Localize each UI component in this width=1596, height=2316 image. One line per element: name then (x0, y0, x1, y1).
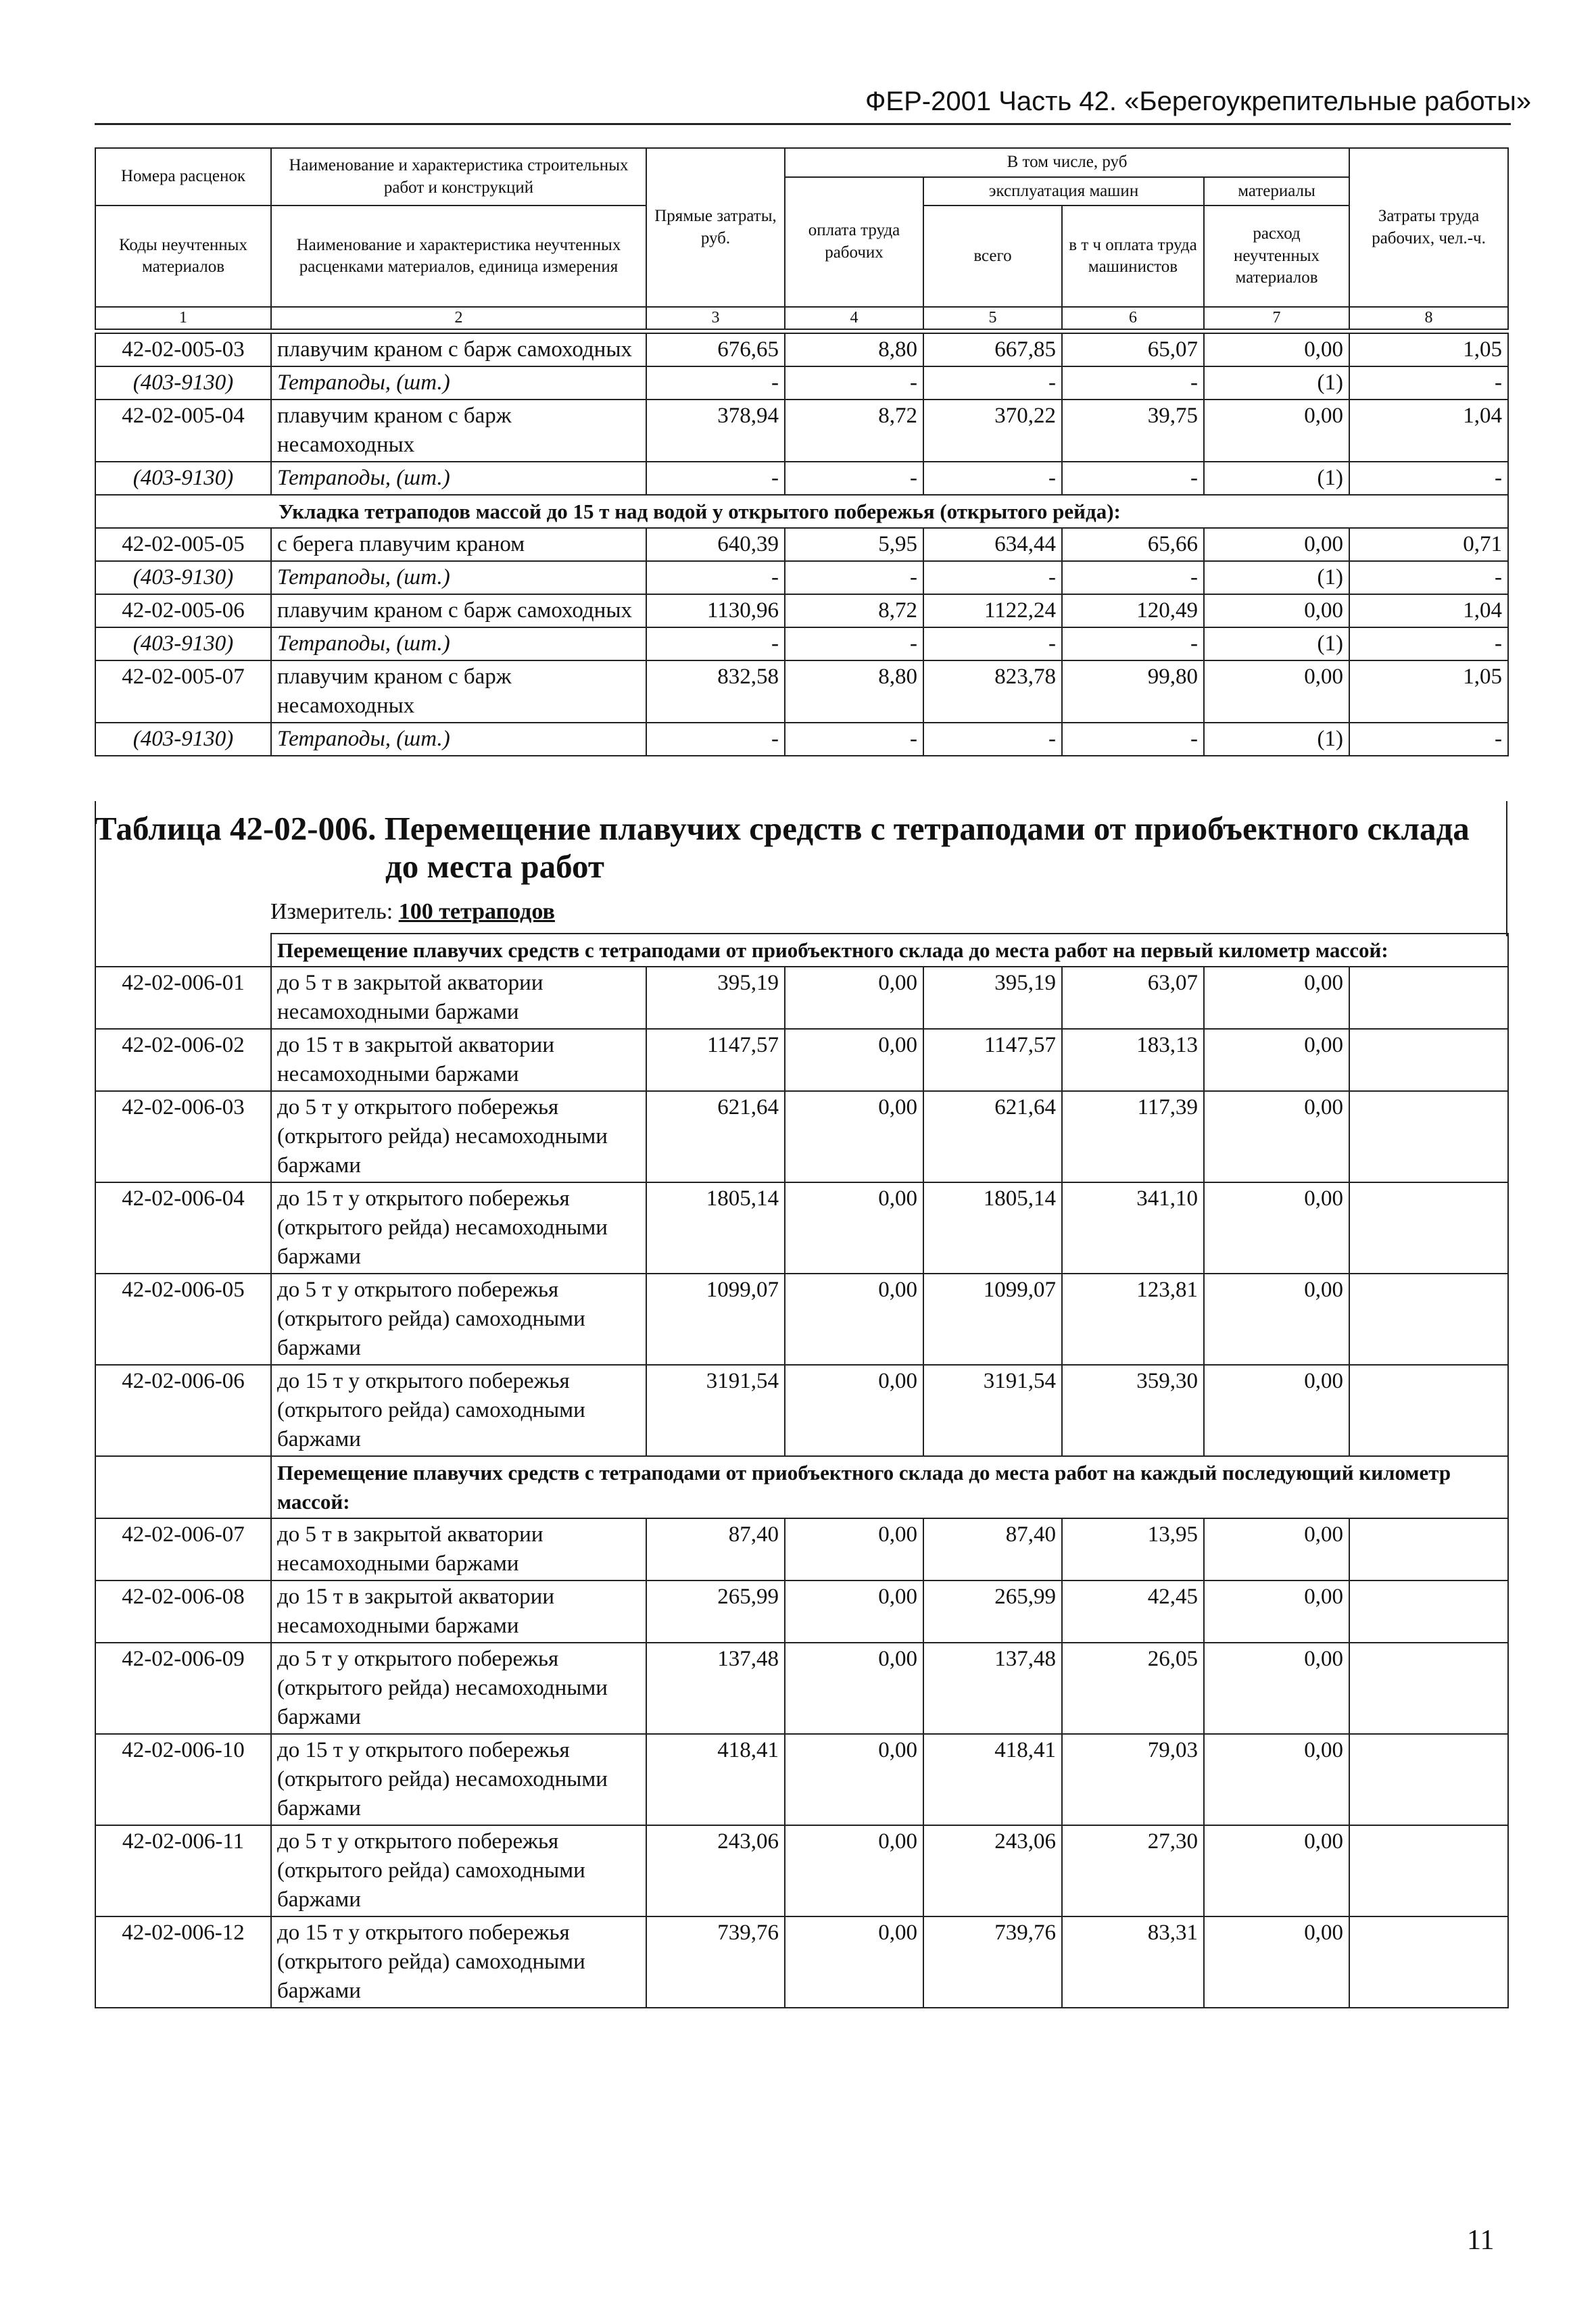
running-header: ФЕР-2001 Часть 42. «Берегоукрепительные работы» (865, 87, 1532, 116)
value-cell: 65,66 (1062, 528, 1204, 561)
value-cell: 123,81 (1062, 1274, 1204, 1365)
value-cell: 3191,54 (646, 1365, 785, 1456)
value-cell: 1122,24 (923, 594, 1062, 627)
value-cell: 1099,07 (646, 1274, 785, 1365)
value-cell: 0,00 (785, 1643, 923, 1734)
value-cell: - (1349, 366, 1508, 400)
material-code: (403-9130) (95, 627, 271, 660)
material-row (95, 462, 1508, 495)
rate-code: 42-02-006-06 (95, 1365, 271, 1456)
work-name: до 5 т у открытого побережья (открытого рейда) самоходными баржами (271, 1825, 646, 1916)
column-header-table (95, 147, 1509, 330)
value-cell: 99,80 (1062, 660, 1204, 723)
col-operator-pay-header: в т ч оплата труда машинистов (1062, 206, 1204, 307)
value-cell: - (1349, 723, 1508, 756)
col-materials-header: материалы (1204, 177, 1349, 206)
rate-code: 42-02-006-12 (95, 1916, 271, 2008)
value-cell: - (923, 462, 1062, 495)
page-number: 11 (1467, 2225, 1495, 2256)
value-cell: - (785, 723, 923, 756)
table-row (95, 660, 1508, 723)
value-cell: - (646, 366, 785, 400)
table-row (95, 1182, 1508, 1274)
value-cell: 0,71 (1349, 528, 1508, 561)
material-name: Тетраподы, (шт.) (271, 462, 646, 495)
value-cell (1349, 1182, 1508, 1274)
value-cell: 0,00 (785, 1581, 923, 1643)
value-cell: 8,80 (785, 333, 923, 366)
value-cell: 0,00 (785, 1518, 923, 1581)
table-row (95, 967, 1508, 1029)
value-cell: (1) (1204, 462, 1349, 495)
value-cell: 418,41 (923, 1734, 1062, 1825)
value-cell: - (923, 561, 1062, 594)
value-cell (1349, 1734, 1508, 1825)
value-cell: 739,76 (923, 1916, 1062, 2008)
rate-code: 42-02-005-05 (95, 528, 271, 561)
work-name: до 15 т у открытого побережья (открытого рейда) самоходными баржами (271, 1916, 646, 2008)
value-cell: 0,00 (1204, 1734, 1349, 1825)
rate-code: 42-02-005-07 (95, 660, 271, 723)
col-number: 3 (646, 307, 785, 329)
value-cell: 26,05 (1062, 1643, 1204, 1734)
work-name: до 15 т в закрытой акватории несамоходными баржами (271, 1581, 646, 1643)
value-cell: 117,39 (1062, 1091, 1204, 1182)
value-cell: 341,10 (1062, 1182, 1204, 1274)
value-cell: - (646, 723, 785, 756)
value-cell: - (1062, 627, 1204, 660)
col-material-usage-header: расход неучтенных материалов (1204, 206, 1349, 307)
rate-code: 42-02-006-08 (95, 1581, 271, 1643)
value-cell (1349, 1365, 1508, 1456)
work-name: до 15 т у открытого побережья (открытого рейда) несамоходными баржами (271, 1734, 646, 1825)
table-row (95, 1643, 1508, 1734)
value-cell: 395,19 (646, 967, 785, 1029)
group-heading: Перемещение плавучих средств с тетраподами от приобъектного склада до места работ на каждый последующий километр массой: (271, 1456, 1508, 1518)
table-row (95, 333, 1508, 366)
value-cell: 621,64 (923, 1091, 1062, 1182)
material-row (95, 561, 1508, 594)
value-cell: 265,99 (646, 1581, 785, 1643)
value-cell: 0,00 (785, 1274, 923, 1365)
value-cell: - (1349, 627, 1508, 660)
col-number: 8 (1349, 307, 1508, 329)
material-code: (403-9130) (95, 561, 271, 594)
material-name: Тетраподы, (шт.) (271, 723, 646, 756)
value-cell: 1,04 (1349, 400, 1508, 462)
value-cell: 13,95 (1062, 1518, 1204, 1581)
value-cell: 137,48 (923, 1643, 1062, 1734)
work-name: до 15 т у открытого побережья (открытого рейда) самоходными баржами (271, 1365, 646, 1456)
unit-of-measure (270, 899, 555, 925)
rate-code: 42-02-006-09 (95, 1643, 271, 1734)
value-cell: 79,03 (1062, 1734, 1204, 1825)
material-name: Тетраподы, (шт.) (271, 366, 646, 400)
value-cell: - (646, 627, 785, 660)
material-code: (403-9130) (95, 462, 271, 495)
value-cell: 8,72 (785, 400, 923, 462)
value-cell: 823,78 (923, 660, 1062, 723)
value-cell: 0,00 (785, 1734, 923, 1825)
table-row (95, 400, 1508, 462)
table-row (95, 1916, 1508, 2008)
value-cell: (1) (1204, 561, 1349, 594)
value-cell: (1) (1204, 723, 1349, 756)
value-cell: 137,48 (646, 1643, 785, 1734)
value-cell: 0,00 (1204, 1274, 1349, 1365)
value-cell: 0,00 (1204, 660, 1349, 723)
value-cell: 676,65 (646, 333, 785, 366)
table-title-line1: Таблица 42-02-006. Перемещение плавучих средств с тетраподами от приобъектного склада (95, 810, 1470, 847)
rate-code: 42-02-006-03 (95, 1091, 271, 1182)
value-cell: 42,45 (1062, 1581, 1204, 1643)
group-heading: Перемещение плавучих средств с тетраподами от приобъектного склада до места работ на первый километр массой: (271, 934, 1508, 967)
work-name: до 5 т у открытого побережья (открытого рейда) самоходными баржами (271, 1274, 646, 1365)
table-title-line2: до места работ (385, 848, 604, 885)
work-name: плавучим краном с барж несамоходных (271, 400, 646, 462)
value-cell: 1147,57 (646, 1029, 785, 1091)
value-cell: 0,00 (1204, 333, 1349, 366)
value-cell: 1805,14 (646, 1182, 785, 1274)
value-cell: - (923, 366, 1062, 400)
value-cell: 120,49 (1062, 594, 1204, 627)
value-cell: 378,94 (646, 400, 785, 462)
value-cell: (1) (1204, 627, 1349, 660)
value-cell: 1147,57 (923, 1029, 1062, 1091)
value-cell: 621,64 (646, 1091, 785, 1182)
col-rate-number-header: Номера расценок (95, 148, 271, 206)
value-cell: 0,00 (1204, 1029, 1349, 1091)
value-cell (1349, 1091, 1508, 1182)
col-worker-pay-header: оплата труда рабочих (785, 177, 923, 308)
work-name: плавучим краном с барж несамоходных (271, 660, 646, 723)
value-cell: 0,00 (1204, 1825, 1349, 1916)
rate-code: 42-02-006-10 (95, 1734, 271, 1825)
col-including-header: В том числе, руб (785, 148, 1349, 177)
value-cell: - (1349, 462, 1508, 495)
material-name: Тетраподы, (шт.) (271, 627, 646, 660)
work-name: с берега плавучим краном (271, 528, 646, 561)
material-code: (403-9130) (95, 723, 271, 756)
col-machines-total-header: всего (923, 206, 1062, 307)
work-name: до 5 т в закрытой акватории несамоходными баржами (271, 1518, 646, 1581)
value-cell: - (1062, 462, 1204, 495)
rate-code: 42-02-006-02 (95, 1029, 271, 1091)
col-number: 5 (923, 307, 1062, 329)
value-cell (1349, 1029, 1508, 1091)
value-cell: 0,00 (785, 967, 923, 1029)
value-cell: 243,06 (923, 1825, 1062, 1916)
value-cell: 39,75 (1062, 400, 1204, 462)
rate-code: 42-02-006-05 (95, 1274, 271, 1365)
value-cell: 87,40 (646, 1518, 785, 1581)
material-row (95, 723, 1508, 756)
table-row (95, 594, 1508, 627)
value-cell (1349, 1274, 1508, 1365)
value-cell: 5,95 (785, 528, 923, 561)
table-row (95, 1274, 1508, 1365)
work-name: плавучим краном с барж самоходных (271, 594, 646, 627)
value-cell: 370,22 (923, 400, 1062, 462)
value-cell: - (646, 561, 785, 594)
value-cell: 0,00 (785, 1365, 923, 1456)
value-cell: - (1349, 561, 1508, 594)
value-cell: - (785, 462, 923, 495)
value-cell: - (1062, 366, 1204, 400)
value-cell: 0,00 (1204, 1916, 1349, 2008)
table-row (95, 528, 1508, 561)
value-cell: 634,44 (923, 528, 1062, 561)
unit-value: 100 тетраподов (398, 899, 555, 924)
value-cell: - (785, 366, 923, 400)
value-cell: 1,04 (1349, 594, 1508, 627)
value-cell: 1805,14 (923, 1182, 1062, 1274)
value-cell: 640,39 (646, 528, 785, 561)
value-cell: 8,80 (785, 660, 923, 723)
col-work-name-header: Наименование и характеристика строительных работ и конструкций (271, 148, 646, 206)
value-cell: - (923, 723, 1062, 756)
material-row (95, 627, 1508, 660)
work-name: до 5 т у открытого побережья (открытого рейда) несамоходными баржами (271, 1091, 646, 1182)
value-cell: - (1062, 561, 1204, 594)
work-name: до 5 т в закрытой акватории несамоходными баржами (271, 967, 646, 1029)
rates-table-005 (95, 333, 1509, 756)
value-cell: 0,00 (1204, 400, 1349, 462)
col-direct-costs-header: Прямые затраты, руб. (646, 148, 785, 307)
rate-code: 42-02-006-01 (95, 967, 271, 1029)
rate-code: 42-02-005-03 (95, 333, 271, 366)
value-cell: 1130,96 (646, 594, 785, 627)
col-machines-header: эксплуатация машин (923, 177, 1204, 206)
work-name: до 15 т у открытого побережья (открытого рейда) несамоходными баржами (271, 1182, 646, 1274)
value-cell: 0,00 (1204, 1091, 1349, 1182)
unit-label: Измеритель: (270, 899, 393, 924)
material-row (95, 366, 1508, 400)
value-cell: - (923, 627, 1062, 660)
value-cell: 8,72 (785, 594, 923, 627)
value-cell: 418,41 (646, 1734, 785, 1825)
value-cell: 3191,54 (923, 1365, 1062, 1456)
value-cell: 0,00 (785, 1825, 923, 1916)
value-cell: 0,00 (1204, 1365, 1349, 1456)
col-number: 1 (95, 307, 271, 329)
col-number: 7 (1204, 307, 1349, 329)
table-row (95, 1029, 1508, 1091)
table-title (95, 810, 1507, 886)
value-cell: 667,85 (923, 333, 1062, 366)
value-cell: - (785, 627, 923, 660)
value-cell (1349, 1825, 1508, 1916)
table-row (95, 1581, 1508, 1643)
value-cell: 832,58 (646, 660, 785, 723)
value-cell (1349, 1916, 1508, 2008)
value-cell: 0,00 (1204, 967, 1349, 1029)
rate-code: 42-02-006-11 (95, 1825, 271, 1916)
value-cell: - (1062, 723, 1204, 756)
value-cell: 1,05 (1349, 333, 1508, 366)
work-name: плавучим краном с барж самоходных (271, 333, 646, 366)
value-cell: 0,00 (785, 1916, 923, 2008)
value-cell: 0,00 (1204, 528, 1349, 561)
value-cell: 1,05 (1349, 660, 1508, 723)
value-cell: 63,07 (1062, 967, 1204, 1029)
value-cell: 0,00 (1204, 1518, 1349, 1581)
material-code: (403-9130) (95, 366, 271, 400)
value-cell (1349, 1581, 1508, 1643)
value-cell (1349, 1643, 1508, 1734)
table-row (95, 1365, 1508, 1456)
col-material-names-header: Наименование и характеристика неучтенных расценками материалов, единица измерения (271, 206, 646, 307)
rate-code: 42-02-006-07 (95, 1518, 271, 1581)
col-number: 2 (271, 307, 646, 329)
col-material-codes-header: Коды неучтенных материалов (95, 206, 271, 307)
value-cell: 359,30 (1062, 1365, 1204, 1456)
value-cell: 395,19 (923, 967, 1062, 1029)
value-cell: 0,00 (1204, 594, 1349, 627)
value-cell (1349, 967, 1508, 1029)
value-cell: 265,99 (923, 1581, 1062, 1643)
value-cell: 739,76 (646, 1916, 785, 2008)
value-cell (1349, 1518, 1508, 1581)
rate-code: 42-02-005-04 (95, 400, 271, 462)
work-name: до 15 т в закрытой акватории несамоходными баржами (271, 1029, 646, 1091)
value-cell: 0,00 (1204, 1182, 1349, 1274)
value-cell: 27,30 (1062, 1825, 1204, 1916)
material-name: Тетраподы, (шт.) (271, 561, 646, 594)
table-row (95, 1825, 1508, 1916)
table-row (95, 1734, 1508, 1825)
header-rule (95, 123, 1511, 125)
value-cell: 1099,07 (923, 1274, 1062, 1365)
value-cell: (1) (1204, 366, 1349, 400)
value-cell: - (785, 561, 923, 594)
work-name: до 5 т у открытого побережья (открытого рейда) несамоходными баржами (271, 1643, 646, 1734)
table-row (95, 1518, 1508, 1581)
value-cell: 65,07 (1062, 333, 1204, 366)
value-cell: 243,06 (646, 1825, 785, 1916)
value-cell: 0,00 (1204, 1643, 1349, 1734)
rate-code: 42-02-005-06 (95, 594, 271, 627)
table-row (95, 1091, 1508, 1182)
value-cell: 0,00 (785, 1029, 923, 1091)
value-cell: 83,31 (1062, 1916, 1204, 2008)
col-number: 6 (1062, 307, 1204, 329)
col-number: 4 (785, 307, 923, 329)
value-cell: 0,00 (1204, 1581, 1349, 1643)
value-cell: 183,13 (1062, 1029, 1204, 1091)
value-cell: - (646, 462, 785, 495)
col-labor-hours-header: Затраты труда рабочих, чел.-ч. (1349, 148, 1508, 307)
rate-code: 42-02-006-04 (95, 1182, 271, 1274)
value-cell: 0,00 (785, 1182, 923, 1274)
rates-table-006 (95, 933, 1509, 2008)
group-heading: Укладка тетраподов массой до 15 т над водой у открытого побережья (открытого рейда): (95, 495, 1508, 528)
value-cell: 0,00 (785, 1091, 923, 1182)
value-cell: 87,40 (923, 1518, 1062, 1581)
